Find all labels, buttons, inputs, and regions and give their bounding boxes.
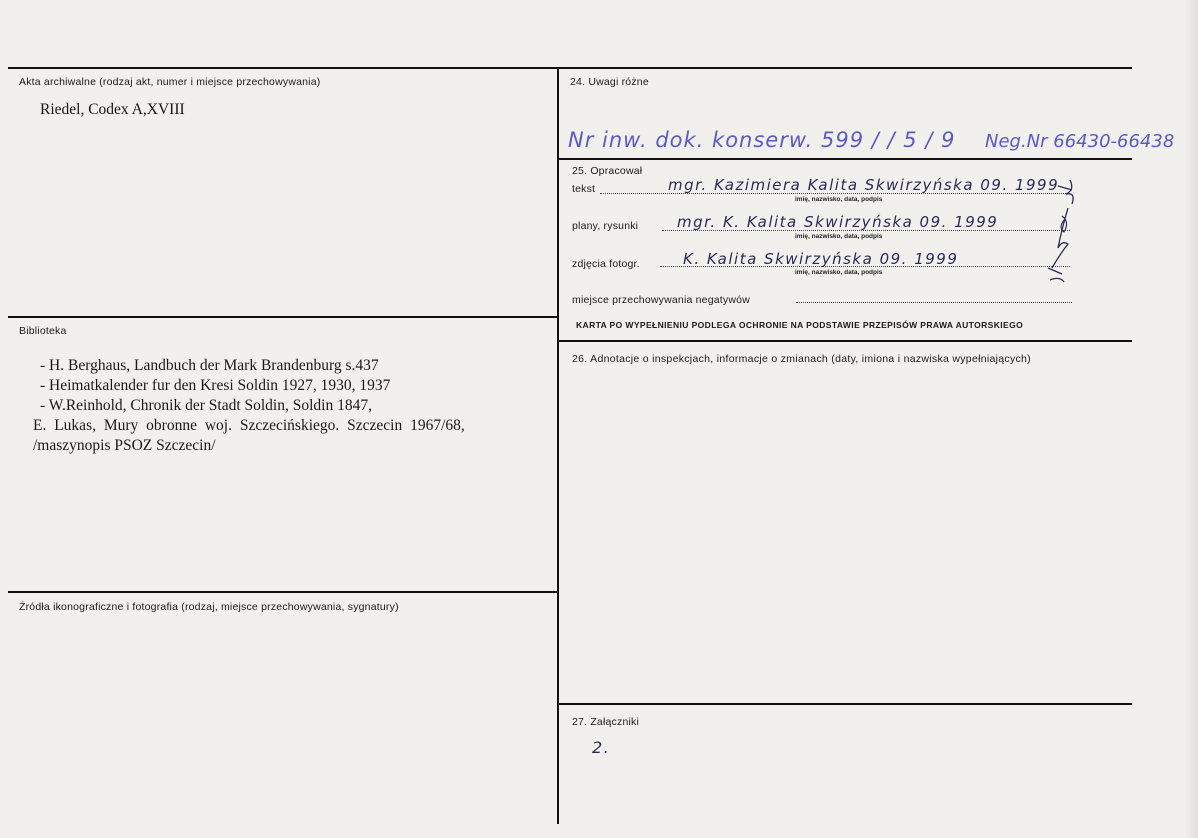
zdjecia-label: zdjęcia fotogr. [572,258,640,270]
biblio-line: - W.Reinhold, Chronik der Stadt Soldin, Soldin 1847, [40,397,372,414]
akta-label: Akta archiwalne (rodzaj akt, numer i miejsce przechowywania) [19,76,321,88]
plany-caption: imię, nazwisko, data, podpis [795,233,883,240]
negatives-location-dots [796,302,1072,303]
zdjecia-caption: imię, nazwisko, data, podpis [795,269,883,276]
adnotacje-label: 26. Adnotacje o inspekcjach, informacje o zmianach (daty, imiona i nazwiska wypełniających) [572,353,1031,365]
zdjecia-value: K. Kalita Skwirzyńska 09. 1999 [683,250,959,268]
tekst-value: mgr. Kazimiera Kalita Skwirzyńska 09. 1999 [668,176,1060,194]
akta-divider [8,316,558,318]
biblio-divider [8,591,558,593]
adnotacje-divider [558,703,1132,705]
signature-image [1030,172,1085,292]
uwagi-label: 24. Uwagi różne [570,76,649,88]
zalaczniki-value: 2. [592,738,611,757]
inventory-number-handwritten: Nr inw. dok. konserw. 599 / / 5 / 9 [568,128,956,152]
scan-edge-shadow [1184,0,1198,838]
center-divider [557,67,559,824]
negatives-number-handwritten: Neg.Nr 66430-66438 [985,131,1175,152]
biblio-line: - H. Berghaus, Landbuch der Mark Brandenburg s.437 [40,357,379,374]
biblio-line: - Heimatkalender fur den Kresi Soldin 1927, 1930, 1937 [40,377,391,394]
plany-value: mgr. K. Kalita Skwirzyńska 09. 1999 [677,213,999,231]
tekst-caption: imię, nazwisko, data, podpis [795,196,883,203]
akta-value: Riedel, Codex A,XVIII [40,101,185,118]
notice-divider [558,340,1132,342]
biblio-line: E. Lukas, Mury obronne woj. Szczecińskiego. Szczecin 1967/68, [33,417,465,434]
plany-label: plany, rysunki [572,220,639,232]
zrodla-label: Źródła ikonograficzne i fotografia (rodzaj, miejsce przechowywania, sygnatury) [19,601,399,613]
copyright-notice: KARTA PO WYPEŁNIENIU PODLEGA OCHRONIE NA PODSTAWIE PRZEPISÓW PRAWA AUTORSKIEGO [576,320,1024,330]
negatives-location-label: miejsce przechowywania negatywów [572,294,750,306]
biblio-line: /maszynopis PSOZ Szczecin/ [33,437,216,454]
top-border [8,67,1132,69]
zalaczniki-label: 27. Załączniki [572,716,639,728]
uwagi-divider [558,158,1132,160]
opracowal-label: 25. Opracował [572,165,643,177]
biblioteka-label: Biblioteka [19,325,67,337]
tekst-label: tekst [572,183,596,195]
